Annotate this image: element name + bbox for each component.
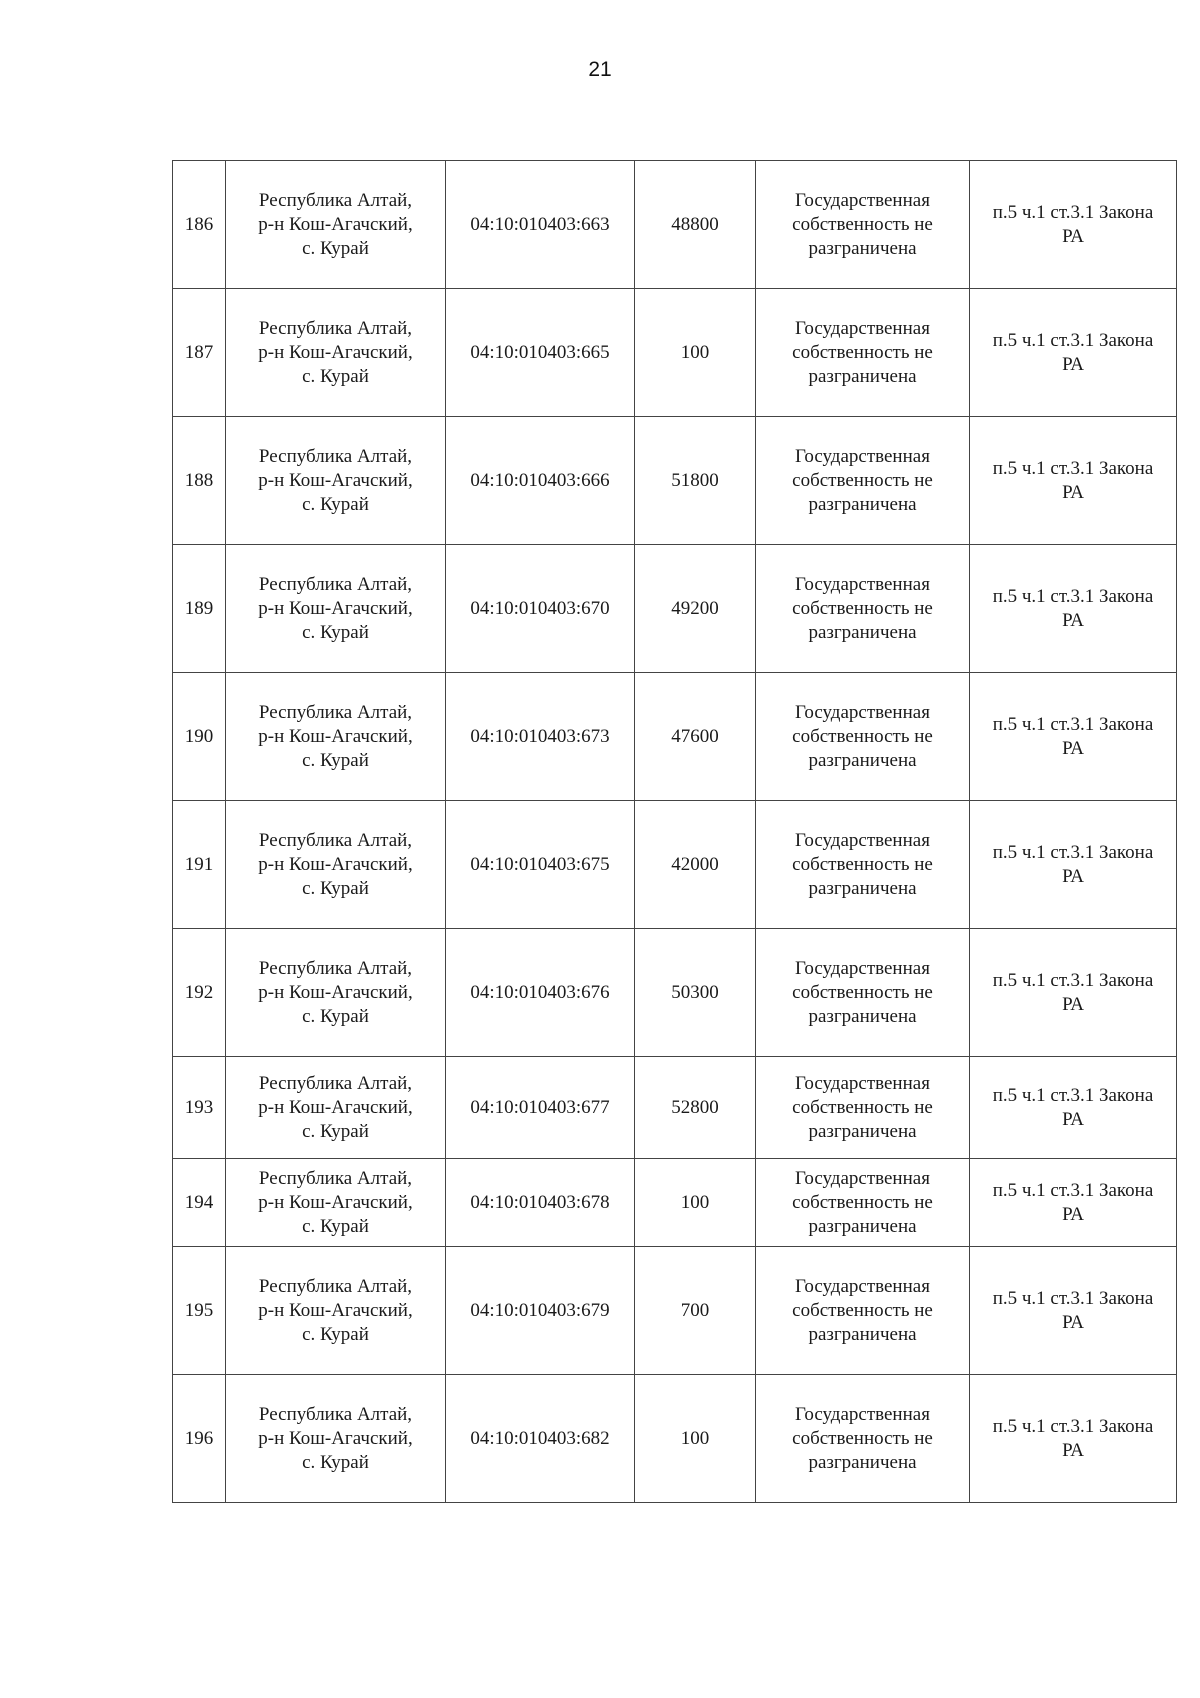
legal-basis-cell (970, 1159, 1177, 1247)
cadastral-number-cell: 04:10:010403:675 (446, 801, 635, 929)
row-number-cell: 187 (173, 289, 226, 417)
table-row (173, 161, 1177, 289)
ownership-cell-line: Государственная (795, 189, 930, 211)
address-cell-line: р-н Кош-Агачский, (258, 469, 413, 491)
table-row (173, 929, 1177, 1057)
legal-basis-cell-line: п.5 ч.1 ст.3.1 Закона (992, 969, 1154, 991)
ownership-cell-line: разграничена (808, 493, 917, 515)
address-cell-line: Республика Алтай, (258, 445, 413, 467)
address-cell (226, 1247, 446, 1375)
table-row (173, 417, 1177, 545)
page-number: 21 (588, 58, 612, 81)
legal-basis-cell-line: РА (1062, 1311, 1084, 1333)
ownership-cell-line: Государственная (795, 573, 930, 595)
cadastral-number-cell: 04:10:010403:673 (446, 673, 635, 801)
row-number-cell: 190 (173, 673, 226, 801)
ownership-cell-line: собственность не (792, 1096, 933, 1118)
area-cell: 48800 (635, 161, 756, 289)
ownership-cell (756, 1247, 970, 1375)
address-cell-line: Республика Алтай, (258, 957, 413, 979)
ownership-cell-line: Государственная (795, 1072, 930, 1094)
ownership-cell (756, 289, 970, 417)
area-cell: 52800 (635, 1057, 756, 1159)
address-cell (226, 801, 446, 929)
ownership-cell-line: собственность не (792, 213, 933, 235)
legal-basis-cell-line: п.5 ч.1 ст.3.1 Закона (992, 841, 1154, 863)
ownership-cell-line: Государственная (795, 701, 930, 723)
cadastral-number-cell: 04:10:010403:670 (446, 545, 635, 673)
area-cell: 51800 (635, 417, 756, 545)
legal-basis-cell-line: РА (1062, 609, 1084, 631)
cadastral-number-cell: 04:10:010403:665 (446, 289, 635, 417)
legal-basis-cell-line: РА (1062, 1439, 1084, 1461)
cadastral-number-cell: 04:10:010403:666 (446, 417, 635, 545)
address-cell-line: Республика Алтай, (258, 317, 413, 339)
legal-basis-cell-line: п.5 ч.1 ст.3.1 Закона (992, 1084, 1154, 1106)
ownership-cell-line: Государственная (795, 317, 930, 339)
table-row (173, 1375, 1177, 1503)
address-cell-line: с. Курай (302, 365, 369, 387)
legal-basis-cell (970, 1247, 1177, 1375)
table-row (173, 801, 1177, 929)
cadastral-number-cell: 04:10:010403:663 (446, 161, 635, 289)
ownership-cell (756, 929, 970, 1057)
legal-basis-cell (970, 1057, 1177, 1159)
address-cell-line: р-н Кош-Агачский, (258, 1299, 413, 1321)
area-cell: 49200 (635, 545, 756, 673)
address-cell-line: с. Курай (302, 1120, 369, 1142)
ownership-cell-line: собственность не (792, 469, 933, 491)
ownership-cell-line: разграничена (808, 621, 917, 643)
row-number-cell: 196 (173, 1375, 226, 1503)
legal-basis-cell-line: РА (1062, 353, 1084, 375)
address-cell-line: р-н Кош-Агачский, (258, 1191, 413, 1213)
legal-basis-cell-line: п.5 ч.1 ст.3.1 Закона (992, 1287, 1154, 1309)
ownership-cell-line: разграничена (808, 749, 917, 771)
legal-basis-cell (970, 929, 1177, 1057)
row-number-cell: 195 (173, 1247, 226, 1375)
address-cell-line: Республика Алтай, (258, 189, 413, 211)
address-cell-line: Республика Алтай, (258, 1072, 413, 1094)
legal-basis-cell-line: п.5 ч.1 ст.3.1 Закона (992, 201, 1154, 223)
ownership-cell-line: собственность не (792, 853, 933, 875)
row-number-cell: 193 (173, 1057, 226, 1159)
legal-basis-cell (970, 545, 1177, 673)
legal-basis-cell (970, 161, 1177, 289)
address-cell-line: р-н Кош-Агачский, (258, 853, 413, 875)
ownership-cell-line: разграничена (808, 365, 917, 387)
ownership-cell-line: разграничена (808, 877, 917, 899)
area-cell: 100 (635, 1375, 756, 1503)
cadastral-number-cell: 04:10:010403:679 (446, 1247, 635, 1375)
area-cell: 47600 (635, 673, 756, 801)
legal-basis-cell-line: п.5 ч.1 ст.3.1 Закона (992, 1415, 1154, 1437)
address-cell-line: с. Курай (302, 1215, 369, 1237)
address-cell (226, 673, 446, 801)
ownership-cell (756, 1057, 970, 1159)
legal-basis-cell (970, 289, 1177, 417)
legal-basis-cell-line: РА (1062, 1108, 1084, 1130)
address-cell-line: с. Курай (302, 621, 369, 643)
legal-basis-cell-line: п.5 ч.1 ст.3.1 Закона (992, 457, 1154, 479)
address-cell (226, 1375, 446, 1503)
legal-basis-cell-line: РА (1062, 737, 1084, 759)
ownership-cell-line: Государственная (795, 829, 930, 851)
row-number-cell: 194 (173, 1159, 226, 1247)
cadastral-number-cell: 04:10:010403:676 (446, 929, 635, 1057)
legal-basis-cell (970, 1375, 1177, 1503)
table-row (173, 545, 1177, 673)
legal-basis-cell (970, 417, 1177, 545)
ownership-cell-line: Государственная (795, 445, 930, 467)
row-number-cell: 189 (173, 545, 226, 673)
legal-basis-cell-line: п.5 ч.1 ст.3.1 Закона (992, 329, 1154, 351)
address-cell-line: р-н Кош-Агачский, (258, 341, 413, 363)
legal-basis-cell (970, 673, 1177, 801)
area-cell: 700 (635, 1247, 756, 1375)
ownership-cell (756, 545, 970, 673)
ownership-cell-line: Государственная (795, 1275, 930, 1297)
address-cell-line: Республика Алтай, (258, 1403, 413, 1425)
ownership-cell (756, 161, 970, 289)
legal-basis-cell-line: РА (1062, 993, 1084, 1015)
address-cell (226, 417, 446, 545)
table-row (173, 1247, 1177, 1375)
ownership-cell (756, 673, 970, 801)
address-cell-line: с. Курай (302, 237, 369, 259)
address-cell-line: р-н Кош-Агачский, (258, 725, 413, 747)
address-cell (226, 929, 446, 1057)
address-cell-line: с. Курай (302, 877, 369, 899)
address-cell-line: с. Курай (302, 1323, 369, 1345)
address-cell-line: Республика Алтай, (258, 829, 413, 851)
ownership-cell (756, 417, 970, 545)
ownership-cell-line: собственность не (792, 1191, 933, 1213)
address-cell-line: с. Курай (302, 1005, 369, 1027)
row-number-cell: 186 (173, 161, 226, 289)
ownership-cell-line: собственность не (792, 1299, 933, 1321)
area-cell: 100 (635, 289, 756, 417)
area-cell: 100 (635, 1159, 756, 1247)
ownership-cell-line: разграничена (808, 1215, 917, 1237)
legal-basis-cell-line: п.5 ч.1 ст.3.1 Закона (992, 585, 1154, 607)
legal-basis-cell-line: РА (1062, 225, 1084, 247)
address-cell (226, 545, 446, 673)
legal-basis-cell (970, 801, 1177, 929)
address-cell-line: Республика Алтай, (258, 573, 413, 595)
table-row (173, 1057, 1177, 1159)
address-cell (226, 1159, 446, 1247)
legal-basis-cell-line: п.5 ч.1 ст.3.1 Закона (992, 713, 1154, 735)
ownership-cell-line: разграничена (808, 1451, 917, 1473)
row-number-cell: 192 (173, 929, 226, 1057)
ownership-cell-line: собственность не (792, 597, 933, 619)
ownership-cell (756, 801, 970, 929)
ownership-cell-line: разграничена (808, 1005, 917, 1027)
ownership-cell-line: разграничена (808, 237, 917, 259)
table-row (173, 1159, 1177, 1247)
legal-basis-cell-line: п.5 ч.1 ст.3.1 Закона (992, 1179, 1154, 1201)
table-row (173, 673, 1177, 801)
ownership-cell-line: собственность не (792, 1427, 933, 1449)
row-number-cell: 188 (173, 417, 226, 545)
ownership-cell (756, 1375, 970, 1503)
address-cell-line: р-н Кош-Агачский, (258, 981, 413, 1003)
cadastral-number-cell: 04:10:010403:678 (446, 1159, 635, 1247)
address-cell-line: Республика Алтай, (258, 1275, 413, 1297)
ownership-cell-line: разграничена (808, 1120, 917, 1142)
address-cell (226, 289, 446, 417)
ownership-cell-line: Государственная (795, 1403, 930, 1425)
row-number-cell: 191 (173, 801, 226, 929)
land-plot-table (172, 160, 1177, 1503)
address-cell-line: Республика Алтай, (258, 701, 413, 723)
legal-basis-cell-line: РА (1062, 1203, 1084, 1225)
address-cell-line: р-н Кош-Агачский, (258, 1427, 413, 1449)
area-cell: 50300 (635, 929, 756, 1057)
legal-basis-cell-line: РА (1062, 865, 1084, 887)
table-row (173, 289, 1177, 417)
ownership-cell-line: собственность не (792, 981, 933, 1003)
ownership-cell (756, 1159, 970, 1247)
address-cell-line: с. Курай (302, 493, 369, 515)
address-cell-line: р-н Кош-Агачский, (258, 1096, 413, 1118)
ownership-cell-line: собственность не (792, 341, 933, 363)
cadastral-number-cell: 04:10:010403:682 (446, 1375, 635, 1503)
address-cell (226, 161, 446, 289)
address-cell-line: с. Курай (302, 1451, 369, 1473)
ownership-cell-line: собственность не (792, 725, 933, 747)
address-cell-line: р-н Кош-Агачский, (258, 213, 413, 235)
address-cell (226, 1057, 446, 1159)
ownership-cell-line: разграничена (808, 1323, 917, 1345)
cadastral-number-cell: 04:10:010403:677 (446, 1057, 635, 1159)
address-cell-line: р-н Кош-Агачский, (258, 597, 413, 619)
legal-basis-cell-line: РА (1062, 481, 1084, 503)
ownership-cell-line: Государственная (795, 1167, 930, 1189)
address-cell-line: Республика Алтай, (258, 1167, 413, 1189)
address-cell-line: с. Курай (302, 749, 369, 771)
area-cell: 42000 (635, 801, 756, 929)
ownership-cell-line: Государственная (795, 957, 930, 979)
